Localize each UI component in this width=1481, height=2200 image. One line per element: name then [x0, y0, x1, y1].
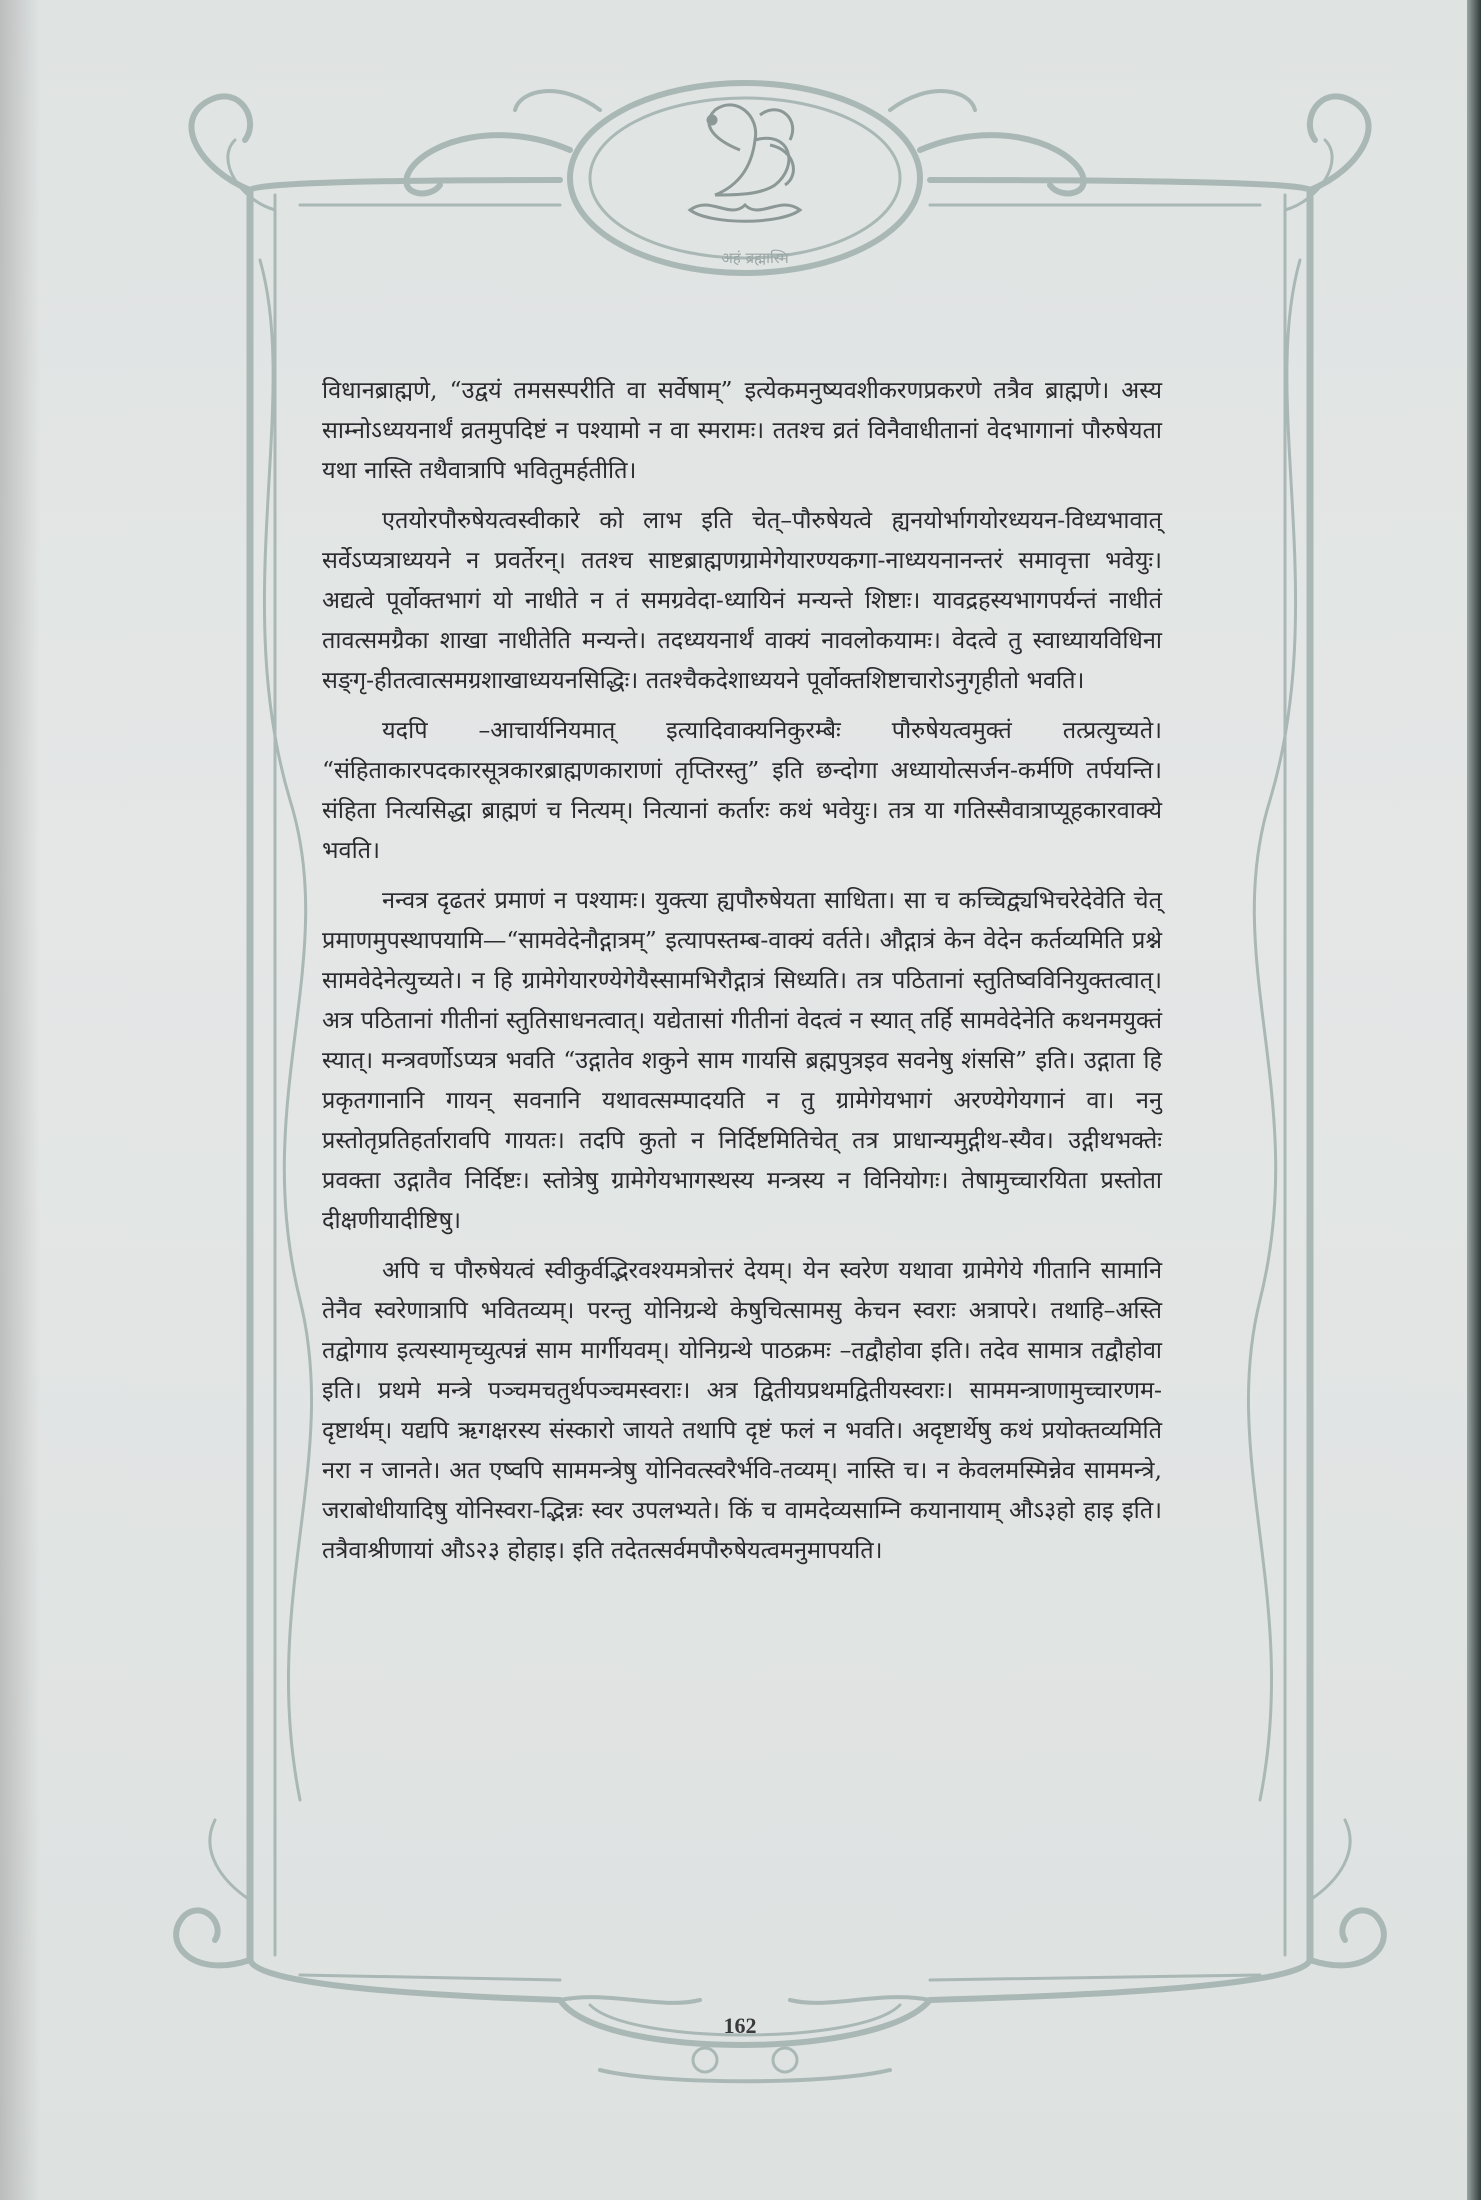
- page-number: 162: [723, 2013, 757, 2038]
- paragraph: विधानब्राह्मणे, “उद्वयं तमसस्परीति वा सर्वेषाम्” इत्येकमनुष्यवशीकरणप्रकरणे तत्रैव ब्राह्मणे। अस्य साम्नोऽध्ययनार्थं व्रतमुपदिष्टं न पश्यामो न वा स्मरामः। ततश्च व्रतं विनैवाधीतानां वेदभागानां पौरुषेयता यथा नास्ति तथैवात्रापि भवितुमर्हतीति।: [322, 376, 1162, 484]
- paragraph: यदपि –आचार्यनियमात् इत्यादिवाक्यनिकुरम्बैः पौरुषेयत्वमुक्तं तत्प्रत्युच्यते। “संहिताकारपदकारसूत्रकारब्राह्मणकाराणां तृप्तिरस्तु” इति छन्दोगा अध्यायोत्सर्जन-कर्मणि तर्पयन्ति। संहिता नित्यसिद्धा ब्राह्मणं च नित्यम्। नित्यानां कर्तारः कथं भवेयुः। तत्र या गतिस्सैवात्राप्यूहकारवाक्ये भवति।: [322, 716, 1162, 864]
- emblem-caption: अहं ब्रह्मास्मि: [721, 249, 789, 267]
- paragraph: नन्वत्र दृढतरं प्रमाणं न पश्यामः। युक्त्या ह्यपौरुषेयता साधिता। सा च कच्चिद्व्यभिचरेदेवेति चेत् प्रमाणमुपस्थापयामि—“सामवेदेनौद्गात्रम्” इत्यापस्तम्ब-वाक्यं वर्तते। औद्गात्रं केन वेदेन कर्तव्यमिति प्रश्ने सामवेदेनेत्युच्यते। न हि ग्रामेगेयारण्येगेयैस्सामभिरौद्गात्रं सिध्यति। तत्र पठितानां स्तुतिष्वविनियुक्तत्वात्। अत्र पठितानां गीतीनां स्तुतिसाधनत्वात्। यद्येतासां गीतीनां वेदत्वं न स्यात् तर्हि सामवेदेनेति कथनमयुक्तं स्यात्। मन्त्रवर्णोऽप्यत्र भवति “उद्गातेव शकुने साम गायसि ब्रह्मपुत्रइव सवनेषु शंससि” इति। उद्गाता हि प्रकृतगानानि गायन् सवनानि यथावत्सम्पादयति न तु ग्रामेगेयभागं अरण्येगेयगानं वा। ननु प्रस्तोतृप्रतिहर्तारावपि गायतः। तदपि कुतो न निर्दिष्टमितिचेत् तत्र प्राधान्यमुद्गीथ-स्यैव। उद्गीथभक्तेः प्रवक्ता उद्गातैव निर्दिष्टः। स्तोत्रेषु ग्रामेगेयभागस्थस्य मन्त्रस्य न विनियोगः। तेषामुच्चारयिता प्रस्तोता दीक्षणीयादीष्टिषु।: [322, 886, 1162, 1234]
- peacock-on-lotus-icon: [690, 105, 800, 221]
- body-text: [322, 370, 1162, 1580]
- paragraph: अपि च पौरुषेयत्वं स्वीकुर्वद्भिरवश्यमत्रोत्तरं देयम्। येन स्वरेण यथावा ग्रामेगेये गीतानि सामानि तेनैव स्वरेणात्रापि भवितव्यम्। परन्तु योनिग्रन्थे केषुचित्सामसु केचन स्वराः अत्रापरे। तथाहि–अस्ति तद्वोगाय इत्यस्यामृच्युत्पन्नं साम मार्गीयवम्। योनिग्रन्थे पाठक्रमः –तद्वौहोवा इति। तदेव सामात्र तद्वौहोवा इति। प्रथमे मन्त्रे पञ्चमचतुर्थपञ्चमस्वराः। अत्र द्वितीयप्रथमद्वितीयस्वराः। साममन्त्राणामुच्चारणम-दृष्टार्थम्। यद्यपि ऋगक्षरस्य संस्कारो जायते तथापि दृष्टं फलं न भवति। अदृष्टार्थेषु कथं प्रयोक्तव्यमिति नरा न जानते। अत एष्वपि साममन्त्रेषु योनिवत्स्वरैर्भवि-तव्यम्। नास्ति च। न केवलमस्मिन्नेव साममन्त्रे, जराबोधीयादिषु योनिस्वरा-द्भिन्नः स्वर उपलभ्यते। किं च वामदेव्यसाम्नि कयानायाम् औऽ३हो हाइ इति। तत्रैवाश्रीणायां औऽ२३ होहाइ। इति तदेतत्सर्वमपौरुषेयत्वमनुमापयति।: [322, 1256, 1162, 1564]
- paragraph: एतयोरपौरुषेयत्वस्वीकारे को लाभ इति चेत्–पौरुषेयत्वे ह्यनयोर्भागयोरध्ययन-विध्यभावात् सर्वेऽप्यत्राध्ययने न प्रवर्तेरन्। ततश्च साष्टब्राह्मणग्रामेगेयारण्यकगा-नाध्ययनानन्तरं समावृत्ता भवेयुः। अद्यत्वे पूर्वोक्तभागं यो नाधीते न तं समग्रवेदा-ध्यायिनं मन्यन्ते शिष्टाः। यावद्रहस्यभागपर्यन्तं नाधीतं तावत्समग्रैका शाखा नाधीतेति मन्यन्ते। तदध्ययनार्थं वाक्यं नावलोकयामः। वेदत्वे तु स्वाध्यायविधिना सङ्गृ-हीतत्वात्समग्रशाखाध्ययनसिद्धिः। ततश्चैकदेशाध्ययने पूर्वोक्तशिष्टाचारोऽनुगृहीतो भवति।: [322, 506, 1162, 694]
